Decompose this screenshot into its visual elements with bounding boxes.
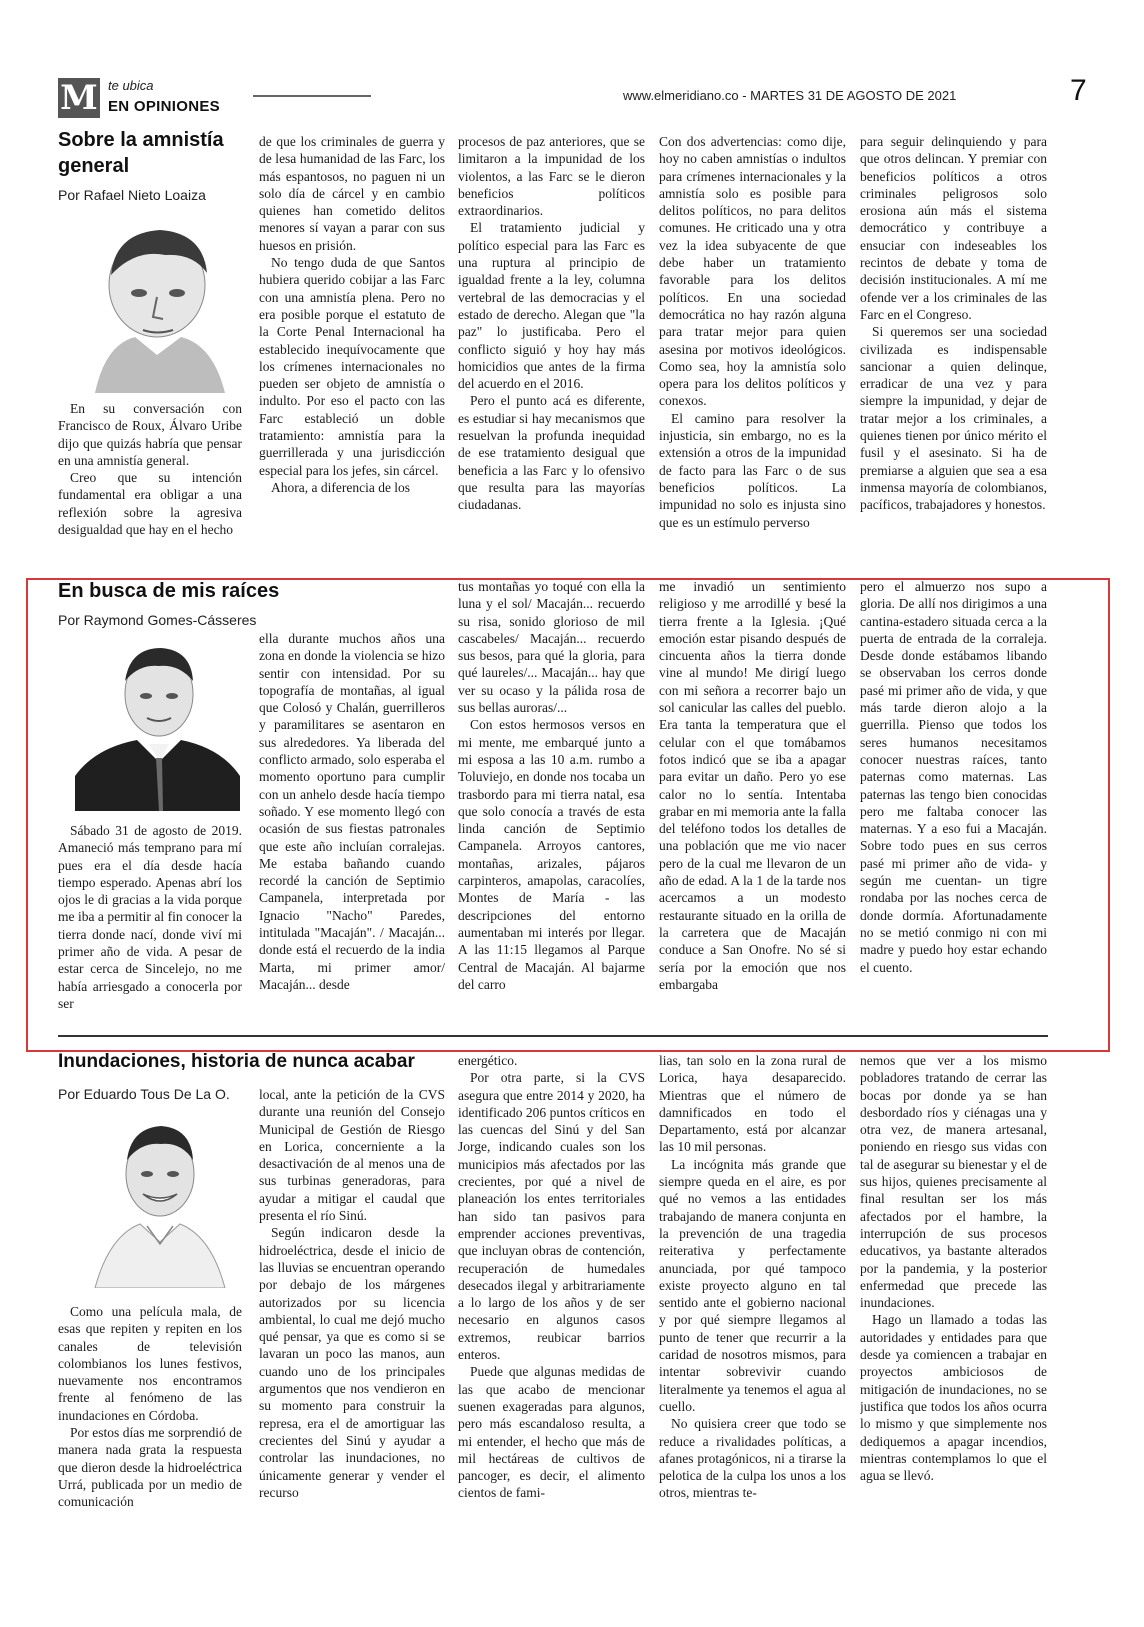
article3-col5 bbox=[860, 1052, 1047, 1521]
paragraph: tus montañas yo toqué con ella la luna y el sol/ Macaján... recuerdo su risa, sonido glorioso de mil cascabeles/ Macaján... recuerdo sus besos, para qué la gloria, para qué laureles/... Macaján... hay que ver su ocaso y la pálida rosa de sus bellas auroras/... bbox=[458, 579, 645, 716]
paragraph: me invadió un sentimiento religioso y me arrodillé y besé la tierra frente a la Iglesia. ¡Qué emoción estar pisando después de cincuenta años la tierra donde vine al mundo! Me dirigí luego con mi señora a recorrer bajo un sol canicular las calles del pueblo. Era tanta la temperatura que el celular con el que tomábamos fotos indicó que se iba a apagar para evitar un daño. Pero yo ese calor no lo sentía. Intentaba grabar en mi memoria ante la falla del teléfono todos los detalles de una población que me vio nacer pero de la cual me llevaron de un año de edad. A la 1 de la tarde nos acercamos a un modesto restaurante situado en la orilla de la carretera que de Macaján conduce a San Onofre. No sé si sería por la emoción que nos embargaba bbox=[659, 579, 846, 992]
paragraph: Pero el punto acá es diferente, es estudiar si hay mecanismos que resuelvan la profunda inequidad de ese tratamiento desigual que beneficia a las Farc y lo ofensivo que resulta para las mayorías ciudadanas. bbox=[458, 393, 645, 513]
tagline-small: te ubica bbox=[108, 78, 154, 93]
paragraph: Sábado 31 de agosto de 2019. Amaneció más temprano para mí pues era el día desde hacía tiempo esperado. Apenas abrí los ojos le di gracias a la vida porque me iba a permitir al fin conocer la tierra donde nací, donde viví mi primer año de vida. A pesar de estar cerca de Sincelejo, no me había arriesgado a conocerla por ser bbox=[58, 823, 242, 1011]
paragraph: Con estos hermosos versos en mi mente, me embarqué junto a mi esposa a las 10 a.m. rumbo a Toluviejo, en donde nos tocaba un trasbordo para mi tierra natal, esa que solo conocía a través de esta linda canción de Septimio Campanela. Arroyos cantores, montañas, arizales, pájaros carpinteros, amapolas, caracolíes, Montes de María - las descripciones del entorno aumentaban mi interés por llegar. A las 11:15 llegamos al Parque Central de Macaján. Al bajarme del carro bbox=[458, 717, 645, 992]
article1-byline: Por Rafael Nieto Loaiza bbox=[58, 187, 206, 203]
paragraph: Ahora, a diferencia de los bbox=[271, 479, 411, 495]
article2-byline: Por Raymond Gomes-Cásseres bbox=[58, 612, 257, 628]
article3-col4 bbox=[659, 1052, 846, 1521]
dateline: www.elmeridiano.co - MARTES 31 DE AGOSTO DE 2021 bbox=[623, 88, 957, 103]
section-divider bbox=[58, 1035, 1048, 1037]
article1-author-photo bbox=[75, 215, 240, 393]
paragraph: lias, tan solo en la zona rural de Lorica, haya desaparecido. Mientras que el número de damnificados en todo el Departamento, está por alcanzar las 10 mil personas. bbox=[659, 1053, 846, 1155]
article2-col4 bbox=[659, 578, 846, 1022]
article2-headline: En busca de mis raíces bbox=[58, 580, 280, 602]
paragraph: para seguir delinquiendo y para que otros delincan. Y premiar con beneficios políticos a otros criminales peligrosos solo erosiona aún más el sistema democrático y contribuye a ensuciar con indeseables los recintos de debate y toma de decisión institucionales. A mí me ofende ver a los criminales de las Farc en el Congreso. bbox=[860, 134, 1047, 322]
article3-col1 bbox=[58, 1303, 242, 1521]
paragraph: Puede que algunas medidas de las que acabo de mencionar suenen exageradas para algunos, pero más escandaloso resulta, a mi entender, el hecho que más de mil hectáreas de cultivos de pancoger, es decir, el alimento cientos de fami- bbox=[458, 1364, 645, 1501]
paragraph: nemos que ver a los mismo pobladores tratando de cerrar las bocas por donde ya se han desbordado ríos y ciénagas una y otra vez, de manera artesanal, poniendo en riesgo sus vidas con tal de asegurar su bienestar y el de sus hijos, quienes precisamente al final resultan ser los más afectados por el hambre, la interrupción de sus procesos educativos, ya bastante alterados por la pandemia, y la posterior enfermedad que precede las inundaciones. bbox=[860, 1053, 1047, 1311]
paragraph: La incógnita más grande que siempre queda en el aire, es por qué no vemos a las entidades trabajando de manera conjunta en la prevención de una tragedia reiterativa y perfectamente anunciada, por qué tampoco existe proyecto alguno en tal sentido ante el gobierno nacional y por qué siempre llegamos al punto de tener que recurrir a la caridad de nosotros mismos, para intentar sobrevivir cuando literalmente ya tenemos el agua al cuello. bbox=[659, 1156, 846, 1414]
article1-col2 bbox=[259, 133, 445, 541]
paragraph: procesos de paz anteriores, que se limitaron a la impunidad de los violentos, a las Farc se le dieron beneficios políticos extraordinarios. bbox=[458, 134, 645, 219]
article3-col3 bbox=[458, 1052, 645, 1521]
paragraph: No tengo duda de que Santos hubiera querido cobijar a las Farc con una amnistía plena. Pero no era posible porque el estatuto de la Corte Penal Internacional ha establecido inequívocamente que los crímenes internacionales no pueden ser objeto de amnistía o indulto. Por eso el pacto con las Farc estableció un doble tratamiento: amnistía para la guerrillerada y una jurisdicción especial para los jefes, sin cárcel. bbox=[259, 255, 445, 478]
article2-col1 bbox=[58, 822, 242, 1022]
paragraph: local, ante la petición de la CVS durante una reunión del Consejo Municipal de Gestión de Riesgo en Lorica, concerniente a la desactivación de al menos una de sus turbinas generadoras, para ayudar a mitigar el caudal que presenta el río Sinú. bbox=[259, 1087, 445, 1224]
article2-col3 bbox=[458, 578, 645, 1022]
article2-author-photo bbox=[75, 636, 240, 811]
paragraph: Creo que su intención fundamental era obligar a una reflexión sobre la agresiva desigualdad que hay en el hecho bbox=[58, 470, 242, 538]
paragraph: pero el almuerzo nos supo a gloria. De allí nos dirigimos a una cantina-estadero situada cerca a la puerta de entrada de la corraleja. Desde donde estábamos libando se observaban los cerros donde pasé mi primer año de vida, y que más tarde dieron alojo a la guerrilla. Pienso que todos los seres humanos necesitamos conocer nuestras raíces, tanto paternas como maternas. Las paternas las tengo bien conocidas pero me faltaba conocer las maternas. Y a eso fui a Macaján. Sobre todo pues en sus cerros pasé mi primer año de vida- y según me cuentan- un tigre rondaba por las noches cerca de donde dormía. Afortunadamente no se metió conmigo ni con mi madre y puedo hoy estar echando el cuento. bbox=[860, 579, 1047, 975]
article3-headline: Inundaciones, historia de nunca acabar bbox=[58, 1051, 415, 1072]
article2-col5 bbox=[860, 578, 1047, 1022]
section-title: EN OPINIONES bbox=[108, 98, 220, 115]
paragraph: Hago un llamado a todas las autoridades y entidades para que desde ya comiencen a trabajar en proyectos ambiciosos de mitigación de inundaciones, no se justifica que todos los años ocurra lo mismo y que simplemente nos dediquemos a apagar incendios, mientras contemplamos lo que el agua se llevó. bbox=[860, 1312, 1047, 1484]
article1-col3 bbox=[458, 133, 645, 541]
article3-byline: Por Eduardo Tous De La O. bbox=[58, 1086, 230, 1102]
article3-col2 bbox=[259, 1086, 445, 1521]
paragraph: de que los criminales de guerra y de lesa humanidad de las Farc, los más espantosos, no paguen ni un solo día de cárcel y en cambio quienes han cometido delitos menores sí vayan a parar con sus huesos en prisión. bbox=[259, 134, 445, 253]
tagline-rule bbox=[253, 95, 371, 97]
article2-col2 bbox=[259, 630, 445, 1022]
paragraph: Con dos advertencias: como dije, hoy no caben amnistías o indultos para crímenes internacionales y la amnistía solo es posible para delitos políticos, no para delitos comunes. He criticado una y otra vez la idea subyacente de que debe haber un tratamiento favorable para los delitos políticos. En una sociedad democrática no hay razón alguna para tratar mejor para quien asesina por motivos ideológicos. Como sea, hoy la amnistía solo opera para los delitos políticos y conexos. bbox=[659, 134, 846, 409]
paragraph: Por otra parte, si la CVS asegura que entre 2014 y 2020, ha identificado 206 puntos críticos en las cuencas del Sinú y del San Jorge, indicando cuales son los municipios más afectados por las crecientes, por qué a nivel de planeación los entes territoriales han sido tan pasivos para emprender acciones preventivas, que incluyan obras de contención, recuperación de humedales desecados ilegal y arbitrariamente a lo largo de los años y de ser necesario en algunos casos extremos, reubicar barrios enteros. bbox=[458, 1070, 645, 1363]
article1-col4 bbox=[659, 133, 846, 541]
paragraph: Si queremos ser una sociedad civilizada es indispensable sancionar a quien delinque, erradicar de una vez y para siempre la impunidad, y dejar de tratar mejor a los criminales, a quienes tienen por único mérito el fusil y el asesinato. Si ha de premiarse a alguien que sea a esa inmensa mayoría de colombianos, pacíficos, trabajadores y honestos. bbox=[860, 324, 1047, 513]
newspaper-logo: M bbox=[58, 78, 100, 118]
paragraph: Según indicaron desde la hidroeléctrica, desde el inicio de las lluvias se encuentran operando por debajo de los márgenes autorizados por su licencia ambiental, lo cual me dejó mucho qué pensar, ya que es como si se lavaran un poco las manos, aun cuando uno de los principales argumentos que nos vendieron en su momento para construir la represa, era el de amortiguar las crecientes del Sinú y ayudar a controlar las inundaciones, no únicamente generar y vender el recurso bbox=[259, 1225, 445, 1500]
paragraph: El camino para resolver la injusticia, sin embargo, no es la extensión a otros de la impunidad de facto para las Farc o de sus beneficios políticos. La impunidad no solo es injusta sino que es un estímulo perverso bbox=[659, 410, 846, 530]
page-number: 7 bbox=[1070, 74, 1087, 107]
paragraph: En su conversación con Francisco de Roux, Álvaro Uribe dijo que quizás habría que pensar en una amnistía general. bbox=[58, 401, 242, 468]
paragraph: ella durante muchos años una zona en donde la violencia se hizo sentir con intensidad. Por su topografía de montañas, al igual que Colosó y Chalán, guerrilleros y paramilitares se asentaron en sus alrededores. Ya liberada del conflicto armado, solo esperaba el momento oportuno para cumplir con un anhelo desde hacía tiempo soñado. Y ese momento llegó con ocasión de sus fiestas patronales que este año incluían corralejas. Me estaba bañando cuando recordé la canción de Septimio Campanela, interpretada por Ignacio "Nacho" Paredes, intitulada "Macaján". / Macaján... donde está el recuerdo de la india Marta, mi primer amor/ Macaján... desde bbox=[259, 631, 445, 992]
masthead bbox=[58, 74, 1088, 120]
paragraph: Por estos días me sorprendió de manera nada grata la respuesta que dieron desde la hidroeléctrica Urrá, publicada por un medio de comunicación bbox=[58, 1425, 242, 1510]
article3-author-photo bbox=[85, 1112, 235, 1288]
paragraph: energético. bbox=[458, 1053, 518, 1068]
paragraph: Como una película mala, de esas que repiten y repiten en los canales de televisión colombianos los lunes festivos, nuevamente nos encontramos frente al fenómeno de las inundaciones en Córdoba. bbox=[58, 1304, 242, 1423]
paragraph: No quisiera creer que todo se reduce a rivalidades políticas, a afanes protagónicos, ni a tirarse la pelotica de la culpa los unos a los otros, mientras te- bbox=[659, 1416, 846, 1501]
article1-col5 bbox=[860, 133, 1047, 541]
paragraph: El tratamiento judicial y político especial para las Farc es una ruptura al principio de igualdad frente a la ley, columna vertebral de las democracias y el estado de derecho. Alegan que "la paz" lo justificaba. Pero el conflicto siguió y hoy hay más homicidios que antes de la firma del acuerdo en el 2016. bbox=[458, 220, 645, 392]
article1-col1 bbox=[58, 400, 242, 540]
article1-headline: Sobre la amnistía general bbox=[58, 129, 224, 177]
